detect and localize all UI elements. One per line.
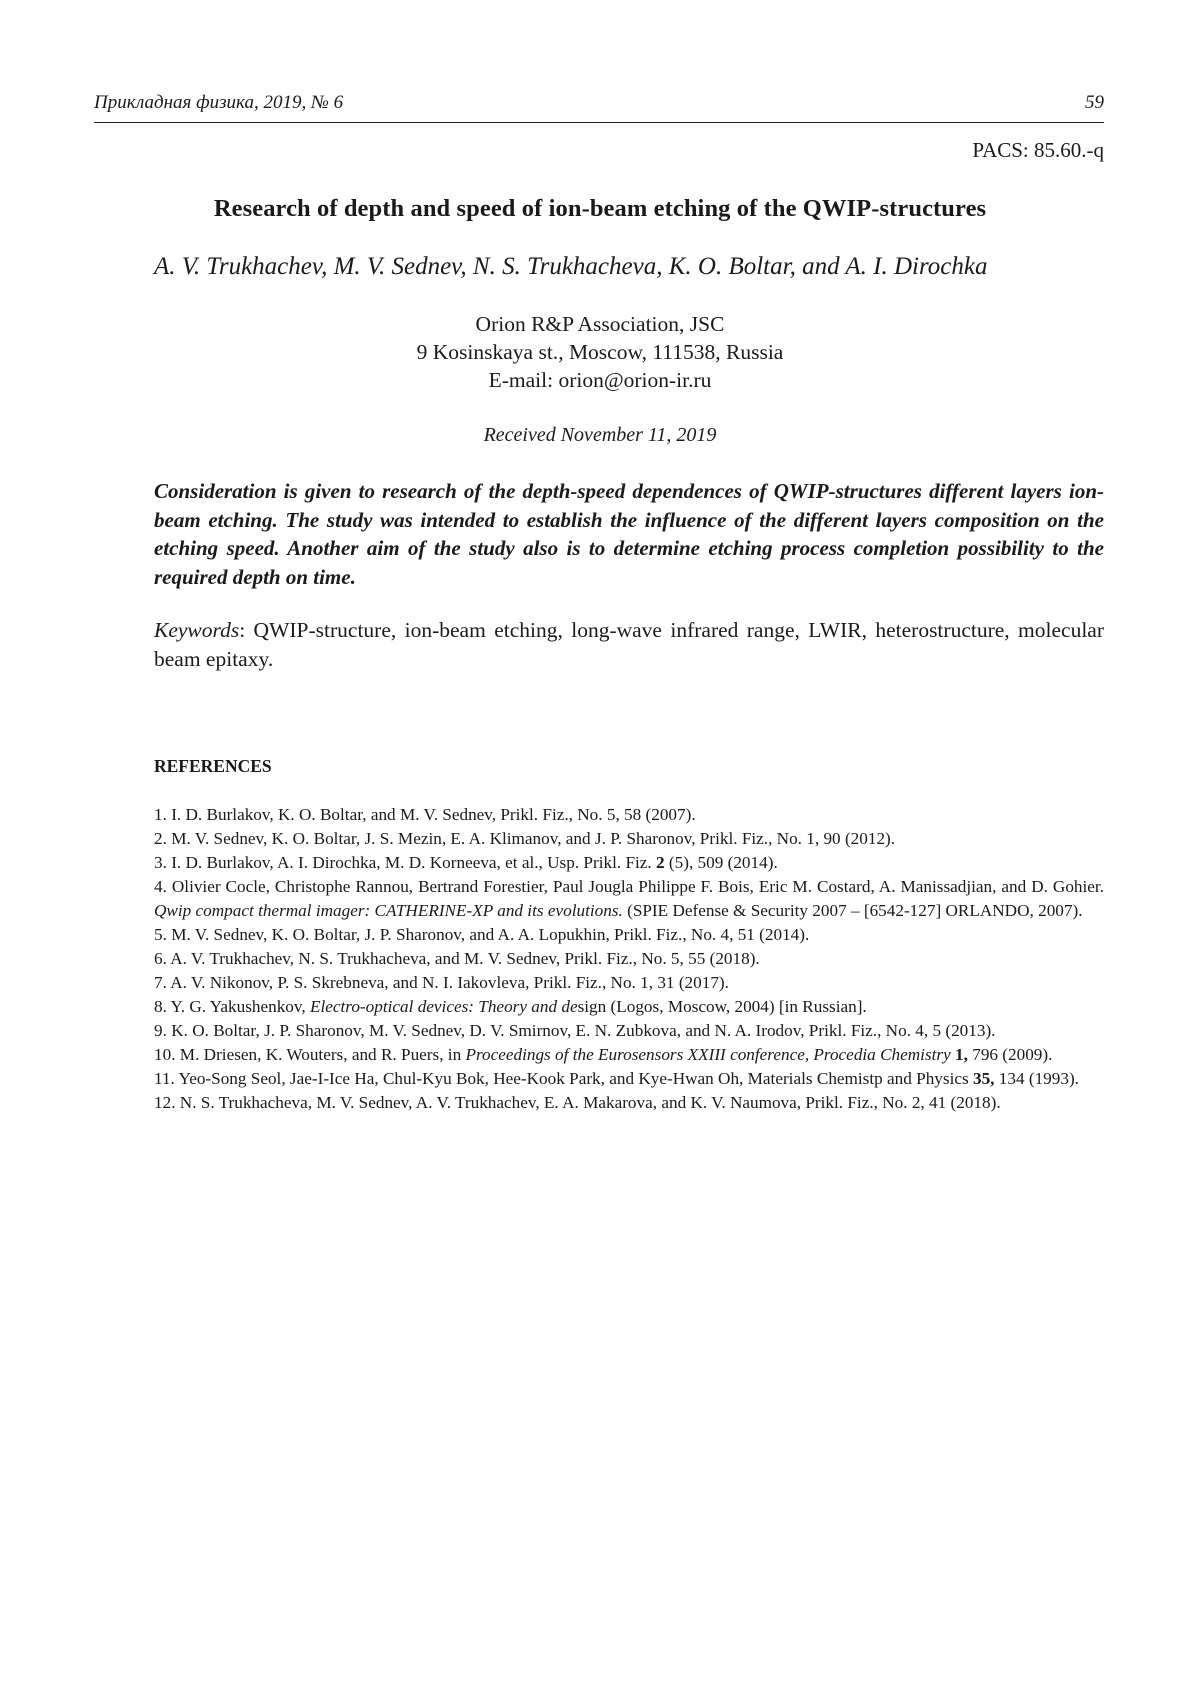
keywords-text: : QWIP-structure, ion-beam etching, long-wave infrared range, LWIR, heterostructure, molecular beam epitaxy. <box>154 618 1104 671</box>
reference-item: 7. A. V. Nikonov, P. S. Skrebneva, and N. I. Iakovleva, Prikl. Fiz., No. 1, 31 (2017). <box>154 971 1104 995</box>
affiliation <box>0 310 1200 394</box>
reference-item: 2. M. V. Sednev, K. O. Boltar, J. S. Mezin, E. A. Klimanov, and J. P. Sharonov, Prikl. Fiz., No. 1, 90 (2012). <box>154 827 1104 851</box>
affiliation-address: 9 Kosinskaya st., Moscow, 111538, Russia <box>0 338 1200 366</box>
received-date: Received November 11, 2019 <box>0 424 1200 447</box>
affiliation-email: E-mail: orion@orion-ir.ru <box>0 366 1200 394</box>
reference-item: 8. Y. G. Yakushenkov, Electro-optical devices: Theory and design (Logos, Moscow, 2004) [in Russian]. <box>154 995 1104 1019</box>
references-heading: REFERENCES <box>154 756 272 777</box>
reference-item: 11. Yeo-Song Seol, Jae-I-Ice Ha, Chul-Kyu Bok, Hee-Kook Park, and Kye-Hwan Oh, Materials Chemistp and Physics 35, 134 (1993). <box>154 1067 1104 1091</box>
reference-item: 12. N. S. Trukhacheva, M. V. Sednev, A. V. Trukhachev, E. A. Makarova, and K. V. Naumova, Prikl. Fiz., No. 2, 41 (2018). <box>154 1091 1104 1115</box>
page-number: 59 <box>1085 92 1104 114</box>
reference-item: 9. K. O. Boltar, J. P. Sharonov, M. V. Sednev, D. V. Smirnov, E. N. Zubkova, and N. A. Irodov, Prikl. Fiz., No. 4, 5 (2013). <box>154 1019 1104 1043</box>
running-header <box>94 92 1104 123</box>
paper-page <box>0 0 1200 1698</box>
reference-item: 4. Olivier Cocle, Christophe Rannou, Bertrand Forestier, Paul Jougla Philippe F. Bois, Eric M. Costard, A. Manissadjian, and D. Gohier. Qwip compact thermal imager: CATHERINE-XP and its evolutions. (SPIE Defense & Security 2007 – [6542-127] ORLANDO, 2007). <box>154 875 1104 923</box>
keywords <box>154 616 1104 674</box>
affiliation-org: Orion R&P Association, JSC <box>0 310 1200 338</box>
reference-item: 5. M. V. Sednev, K. O. Boltar, J. P. Sharonov, and A. A. Lopukhin, Prikl. Fiz., No. 4, 51 (2014). <box>154 923 1104 947</box>
pacs-code: PACS: 85.60.-q <box>972 138 1104 163</box>
keywords-label: Keywords <box>154 618 239 642</box>
abstract: Consideration is given to research of the depth-speed dependences of QWIP-structures different layers ion-beam etching. The study was intended to establish the influence of the different layers composition on the etching speed. Another aim of the study also is to determine etching process completion possibility to the required depth on time. <box>154 477 1104 591</box>
journal-title: Прикладная физика, 2019, № 6 <box>94 92 343 114</box>
authors: A. V. Trukhachev, M. V. Sednev, N. S. Trukhacheva, K. O. Boltar, and A. I. Dirochka <box>154 253 987 281</box>
reference-item: 6. A. V. Trukhachev, N. S. Trukhacheva, and M. V. Sednev, Prikl. Fiz., No. 5, 55 (2018). <box>154 947 1104 971</box>
reference-item: 3. I. D. Burlakov, A. I. Dirochka, M. D. Korneeva, et al., Usp. Prikl. Fiz. 2 (5), 509 (2014). <box>154 851 1104 875</box>
paper-title: Research of depth and speed of ion-beam etching of the QWIP-structures <box>0 195 1200 223</box>
reference-item: 10. M. Driesen, K. Wouters, and R. Puers, in Proceedings of the Eurosensors XXIII conference, Procedia Chemistry 1, 796 (2009). <box>154 1043 1104 1067</box>
references-list <box>154 803 1104 1115</box>
reference-item: 1. I. D. Burlakov, K. O. Boltar, and M. V. Sednev, Prikl. Fiz., No. 5, 58 (2007). <box>154 803 1104 827</box>
